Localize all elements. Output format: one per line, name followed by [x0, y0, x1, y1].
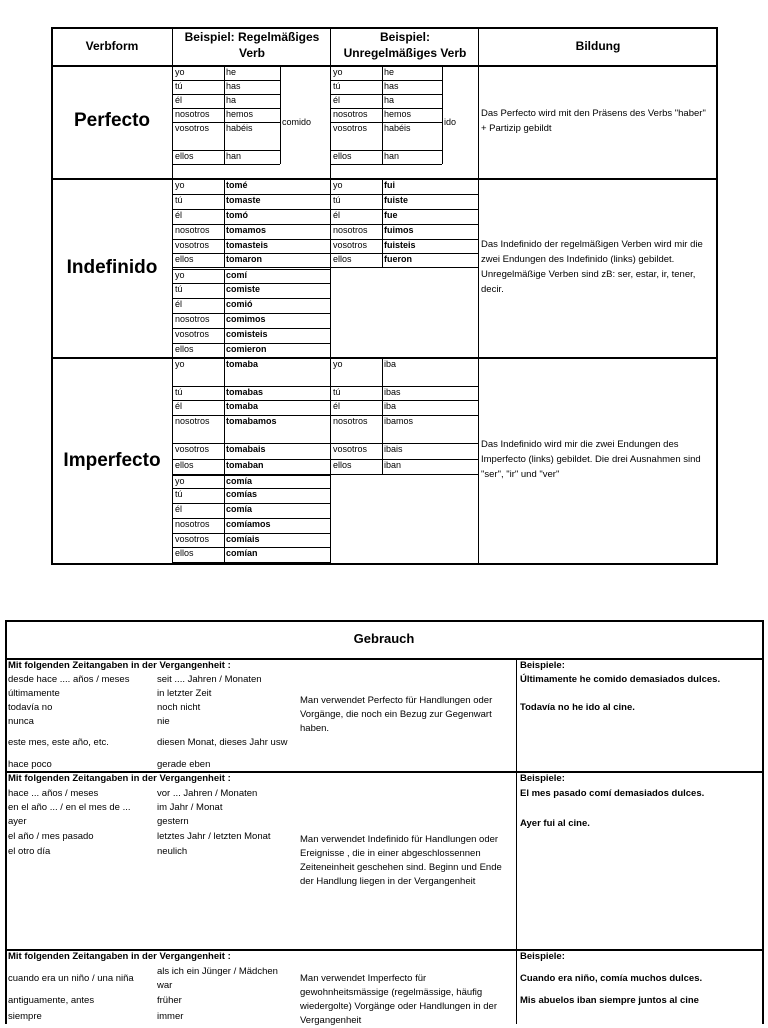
pronoun: vosotros [175, 444, 210, 454]
indefinido-title: Indefinido [66, 257, 158, 278]
time-expression-de: letztes Jahr / letzten Monat [157, 831, 271, 842]
time-expression-de: gestern [157, 816, 189, 827]
perfecto-example: Últimamente he comido demasiados dulces. [520, 674, 721, 685]
verb-form: comió [226, 299, 253, 309]
pronoun: yo [175, 270, 185, 280]
verb-form: comía [226, 504, 253, 514]
verb-form: comimos [226, 314, 266, 324]
grid-line [331, 459, 478, 460]
verb-form: comían [226, 548, 258, 558]
verb-form: tomaron [226, 254, 262, 264]
indefinido-intro: Mit folgenden Zeitangaben in der Vergangenheit : [8, 773, 231, 784]
pronoun: has [384, 81, 399, 91]
grid-line [173, 269, 330, 270]
pronoun: yo [333, 359, 343, 369]
grid-line [331, 267, 478, 268]
pronoun: él [333, 401, 341, 411]
grid-line [331, 179, 478, 180]
verb-form: fuisteis [384, 240, 416, 250]
verb-form: tomaste [226, 195, 261, 205]
grid-line [331, 474, 478, 475]
time-expression-es: hace ... años / meses [8, 788, 99, 799]
grid-line [173, 562, 330, 563]
grid-line [331, 386, 478, 387]
pronoun: tú [333, 387, 341, 397]
time-expression-es: hace poco [8, 759, 52, 770]
pronoun: él [333, 210, 341, 220]
pronoun: ellos [333, 254, 352, 264]
verb-form: fuiste [384, 195, 409, 205]
pronoun: tú [333, 81, 341, 91]
pronoun: él [175, 504, 183, 514]
pronoun: él [175, 95, 183, 105]
indefinido-description: Das Indefinido der regelmäßigen Verben wird mir die zwei Endungen des Indefinido (links) gebildet. Unregelmäßige Verben sind zB: ser, estar, ir, tener, decir. [481, 239, 703, 295]
pronoun: vosotros [175, 123, 210, 133]
verb-form: fue [384, 210, 398, 220]
time-expression-de: als ich ein Jünger / Mädchen war [157, 966, 278, 991]
grid-line [224, 358, 225, 474]
verb-form: tomó [226, 210, 248, 220]
verb-form: fueron [384, 254, 412, 264]
time-expression-de: seit .... Jahren / Monaten [157, 674, 262, 685]
grid-line [442, 66, 443, 164]
pronoun: yo [175, 180, 185, 190]
pronoun: vosotros [333, 444, 368, 454]
pronoun: ellos [175, 548, 194, 558]
imperfecto-usage: Man verwendet Imperfecto für gewohnheitsmässige (regelmässige, häufig wiedergolte) Vorgänge oder Handlungen in der Vergangenheit [300, 973, 497, 1026]
grid-line [331, 164, 442, 165]
pronoun: tú [333, 195, 341, 205]
perfecto-examples-label: Beispiele: [520, 660, 565, 671]
pronoun: ibais [384, 444, 403, 454]
time-expression-es: ayer [8, 816, 27, 827]
pronoun: iba [384, 359, 397, 369]
time-expression-es: el año / mes pasado [8, 831, 94, 842]
verb-form: tomabas [226, 387, 264, 397]
pronoun: él [175, 210, 183, 220]
pronoun: nosotros [175, 109, 210, 119]
time-expression-de: in letzter Zeit [157, 688, 212, 699]
pronoun: hemos [226, 109, 254, 119]
time-expression-es: en el año ... / en el mes de ... [8, 802, 131, 813]
pronoun: ellos [333, 151, 352, 161]
grid-line [173, 179, 330, 180]
grid-line [330, 358, 331, 474]
pronoun: tú [175, 81, 183, 91]
pronoun: él [175, 299, 183, 309]
pronoun: nosotros [175, 416, 210, 426]
indefinido-usage: Man verwendet Indefinido für Handlungen oder Ereignisse , die in einer abgeschlossennen Zeiteneinheit geschehen sind. Beginn und Ende der Handlung liegen in der Vergangenheit [300, 834, 502, 887]
pronoun: ellos [175, 460, 194, 470]
time-expression-de: diesen Monat, dieses Jahr usw [157, 737, 288, 748]
verb-form: tomabamos [226, 416, 277, 426]
pronoun: han [226, 151, 242, 161]
grid-line [331, 358, 478, 359]
imperfecto-example: Cuando era niño, comía muchos dulces. [520, 973, 703, 984]
grid-line [224, 66, 225, 164]
perfecto-description: Das Perfecto wird mit den Präsens des Verbs "haber" + Partizip gebildt [481, 108, 706, 134]
time-expression-de: noch nicht [157, 702, 201, 713]
imperfecto-intro: Mit folgenden Zeitangaben in der Vergangenheit : [8, 951, 231, 962]
grid-line [331, 400, 478, 401]
verb-form: comieron [226, 344, 267, 354]
pronoun: tú [175, 284, 183, 294]
pronoun: tú [175, 489, 183, 499]
pronoun: nosotros [333, 109, 368, 119]
grid-line [173, 209, 330, 210]
verb-form: fui [384, 180, 395, 190]
time-expression-de: immer [157, 1011, 184, 1022]
gebrauch-title: Gebrauch [353, 631, 415, 646]
pronoun: vosotros [175, 534, 210, 544]
pronoun: habéis [226, 123, 253, 133]
pronoun: yo [175, 359, 185, 369]
imperfecto-example: Mis abuelos iban siempre juntos al cine [520, 995, 699, 1006]
pronoun: vosotros [175, 240, 210, 250]
perfecto-intro: Mit folgenden Zeitangaben in der Vergangenheit : [8, 660, 231, 671]
grid-line [478, 358, 479, 474]
pronoun: vosotros [333, 240, 368, 250]
imperfecto-description: Das Indefinido wird mir die zwei Endungen des Imperfecto (links) gebildet. Die drei Ausnahmen sind "ser", "ir" und "ver" [481, 439, 701, 480]
pronoun: iban [384, 460, 402, 470]
grid-line [330, 269, 331, 357]
grid-line [478, 179, 479, 267]
verb-form: comía [226, 476, 253, 486]
time-expression-es: nunca [8, 716, 34, 727]
pronoun: vosotros [175, 329, 210, 339]
verb-form: comiste [226, 284, 261, 294]
pronoun: iba [384, 401, 397, 411]
grid-line [224, 269, 225, 357]
time-expression-es: antiguamente, antes [8, 995, 95, 1006]
pronoun: nosotros [175, 225, 210, 235]
time-expression-de: im Jahr / Monat [157, 802, 223, 813]
time-expression-es: últimamente [8, 688, 60, 699]
verb-form: tomamos [226, 225, 267, 235]
pronoun: ellos [333, 460, 352, 470]
time-expression-de: gerade eben [157, 759, 211, 770]
time-expression-es: este mes, este año, etc. [8, 737, 109, 748]
pronoun: nosotros [175, 519, 210, 529]
pronoun: tú [175, 195, 183, 205]
pronoun: él [333, 95, 341, 105]
pronoun: han [384, 151, 400, 161]
verb-form: tomasteis [226, 240, 269, 250]
pronoun: ellos [175, 254, 194, 264]
grid-line [382, 66, 383, 164]
grid-line [382, 179, 383, 267]
verb-form: comisteis [226, 329, 268, 339]
perfecto-irregular-participle: ido [444, 117, 457, 127]
pronoun: nosotros [175, 314, 210, 324]
grid-line [331, 209, 478, 210]
header-bildung: Bildung [575, 39, 621, 53]
perfecto-regular-participle: comido [282, 117, 312, 127]
perfecto-title: Perfecto [73, 110, 151, 131]
pronoun: ibas [384, 387, 401, 397]
pronoun: nosotros [333, 416, 368, 426]
time-expression-es: todavía no [8, 702, 53, 713]
verb-form: tomé [226, 180, 248, 190]
time-expression-es: siempre [8, 1011, 42, 1022]
pronoun: he [384, 67, 395, 77]
grid-line [330, 475, 331, 562]
time-expression-de: früher [157, 995, 182, 1006]
time-expression-es: desde hace .... años / meses [8, 674, 130, 685]
time-expression-de: nie [157, 716, 170, 727]
pronoun: ellos [175, 344, 194, 354]
pronoun: yo [333, 67, 343, 77]
grid-line [280, 66, 281, 164]
header-regular-example: Beispiel: Regelmäßiges Verb [184, 30, 320, 60]
pronoun: él [175, 401, 183, 411]
imperfecto-examples-label: Beispiele: [520, 951, 565, 962]
pronoun: tú [175, 387, 183, 397]
pronoun: has [226, 81, 241, 91]
verb-form: tomaban [226, 460, 264, 470]
verb-form: tomaba [226, 359, 259, 369]
header-irregular-example: Beispiel: Unregelmäßiges Verb [343, 30, 467, 60]
pronoun: vosotros [333, 123, 368, 133]
pronoun: yo [175, 476, 185, 486]
indefinido-example: El mes pasado comí demasiados dulces. [520, 788, 705, 799]
verb-form: tomabais [226, 444, 266, 454]
verb-form: tomaba [226, 401, 259, 411]
pronoun: he [226, 67, 237, 77]
verb-form: comías [226, 489, 258, 499]
pronoun: ibamos [384, 416, 414, 426]
pronoun: habéis [384, 123, 411, 133]
grid-line [224, 179, 225, 267]
time-expression-de: vor ... Jahren / Monaten [157, 788, 258, 799]
time-expression-es: cuando era un niño / una niña [8, 973, 134, 984]
pronoun: ha [384, 95, 395, 105]
verb-form: comíamos [226, 519, 271, 529]
indefinido-example: Ayer fui al cine. [520, 818, 590, 829]
indefinido-examples-label: Beispiele: [520, 773, 565, 784]
perfecto-usage: Man verwendet Perfecto für Handlungen oder Vorgänge, die noch ein Bezug zur Gegenwart haben. [300, 695, 493, 734]
imperfecto-title: Imperfecto [63, 450, 161, 471]
pronoun: hemos [384, 109, 412, 119]
perfecto-example: Todavía no he ido al cine. [520, 702, 635, 713]
header-verbform: Verbform [85, 39, 139, 53]
pronoun: nosotros [333, 225, 368, 235]
grid-line [173, 267, 330, 268]
time-expression-de: neulich [157, 846, 188, 857]
pronoun: yo [175, 67, 185, 77]
pronoun: yo [333, 180, 343, 190]
grid-line [173, 164, 280, 165]
pronoun: ha [226, 95, 237, 105]
grid-line [382, 358, 383, 474]
verb-form: comíais [226, 534, 260, 544]
verb-form: comí [226, 270, 248, 280]
time-expression-es: el otro día [8, 846, 51, 857]
grid-line [224, 475, 225, 562]
verb-form: fuimos [384, 225, 414, 235]
pronoun: ellos [175, 151, 194, 161]
